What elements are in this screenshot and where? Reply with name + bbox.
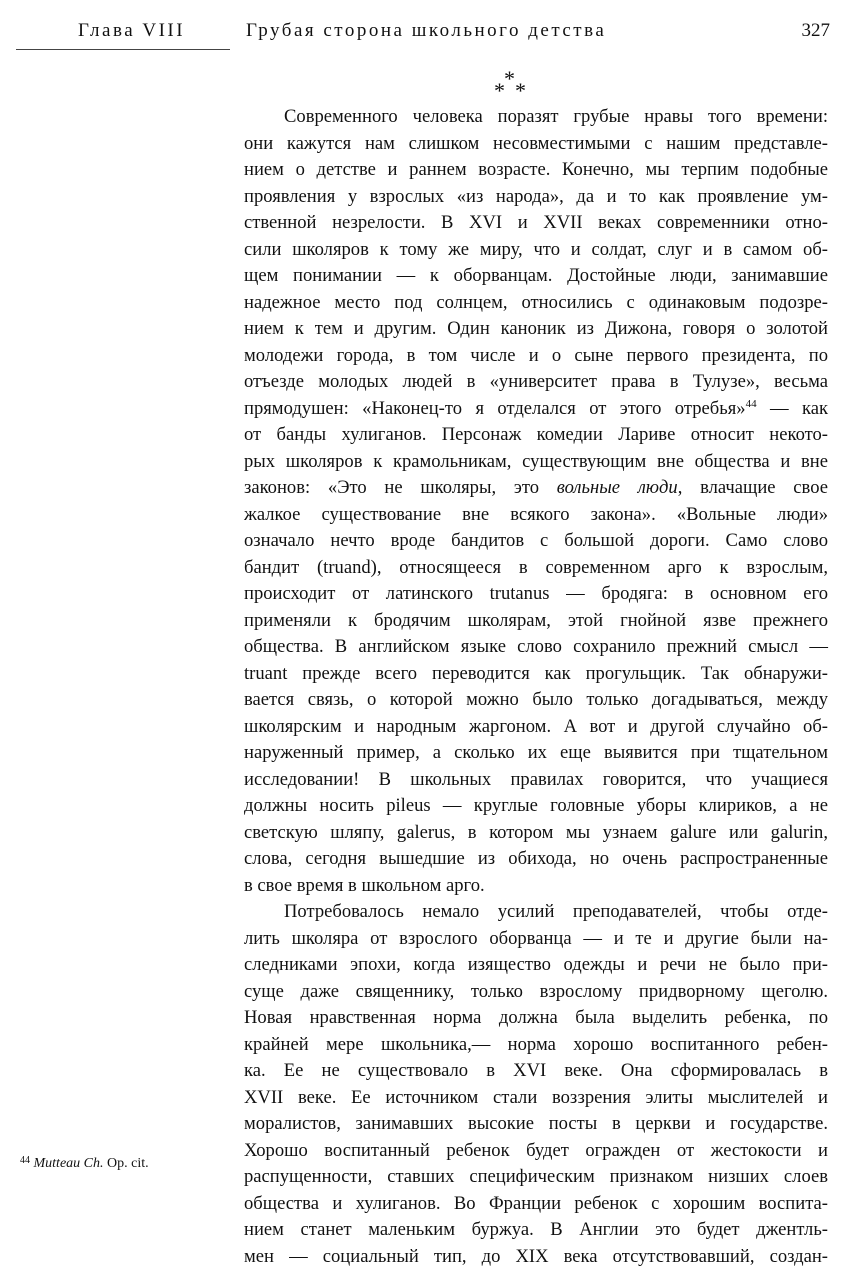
text-line: общества и хулиганов. Во Франции ребенок с хорошим воспита- xyxy=(244,1191,828,1218)
text-line: бандит (truand), относящееся в современном арго к взрослым, xyxy=(244,555,828,582)
text-line: проявления у взрослых «из народа», да и то как проявление ум- xyxy=(244,184,828,211)
text-line: сили школяров к тому же миру, что и солдат, слуг и в самом об- xyxy=(244,237,828,264)
text-line: truant прежде всего переводится как прогульщик. Так обнаружи- xyxy=(244,661,828,688)
text-line: Новая нравственная норма должна была выделить ребенка, по xyxy=(244,1005,828,1032)
text-line: мен — социальный тип, до XIX века отсутствовавший, создан- xyxy=(244,1244,828,1270)
text-line: суще даже священнику, только взрослому придворному щеголю. xyxy=(244,979,828,1006)
text-line: XVII веке. Ее источником стали воззрения элиты мыслителей и xyxy=(244,1085,828,1112)
text-line: нием станет маленьким буржуа. В Англии это будет джентль- xyxy=(244,1217,828,1244)
text-line: слова, сегодня вышедшие из обихода, но очень распространенные xyxy=(244,846,828,873)
text-line: в свое время в школьном арго. xyxy=(244,873,828,900)
body-text xyxy=(244,104,828,1270)
text-line: от банды хулиганов. Персонаж комедии Ларивe относит некото- xyxy=(244,422,828,449)
text-line: жалкое существование вне всякого закона». «Вольные люди» xyxy=(244,502,828,529)
chapter-label: Глава VIII xyxy=(78,20,185,42)
text-line: должны носить pileus — круглые головные уборы клириков, а не xyxy=(244,793,828,820)
asterisk-icon: * xyxy=(515,80,526,102)
text-line: ственной незрелости. В XVI и XVII веках современники отно- xyxy=(244,210,828,237)
page-number: 327 xyxy=(802,20,831,42)
text-line: рых школяров к крамольникам, существующим вне общества и вне xyxy=(244,449,828,476)
text-line: означало нечто вроде бандитов с большой дороги. Само слово xyxy=(244,528,828,555)
italic-phrase: вольные люди xyxy=(557,477,678,498)
text-line: следниками эпохи, когда изящество одежды и речи не было при- xyxy=(244,952,828,979)
text-line: крайней мере школьника,— норма хорошо воспитанного ребен- xyxy=(244,1032,828,1059)
text-line: моралистов, занимавших высокие посты в церкви и государстве. xyxy=(244,1111,828,1138)
text-line: надежное место под солнцем, относились с одинаковым подозре- xyxy=(244,290,828,317)
footnote xyxy=(20,1155,149,1172)
asterisk-icon: * xyxy=(504,68,515,90)
header-rule xyxy=(16,49,230,50)
text-line-with-italic xyxy=(244,475,828,502)
text-segment: — как xyxy=(757,398,828,419)
text-line: молодежи города, в том числе и о сыне первого президента, по xyxy=(244,343,828,370)
footnote-ref: Op. cit. xyxy=(104,1156,149,1171)
text-line: Современного человека поразят грубые нравы того времени: xyxy=(244,104,828,131)
text-line: вается связь, о которой можно было только догадываться, между xyxy=(244,687,828,714)
text-line-with-footnote xyxy=(244,396,828,423)
text-line: Потребовалось немало усилий преподавателей, чтобы отде- xyxy=(244,899,828,926)
footnote-reference: 44 xyxy=(746,398,757,410)
text-segment: законов: «Это не школяры, это xyxy=(244,477,539,498)
footnote-author: Mutteau Ch. xyxy=(34,1156,104,1171)
running-title: Грубая сторона школьного детства xyxy=(246,20,606,42)
text-line: школярским и народным жаргоном. А вот и другой случайно об- xyxy=(244,714,828,741)
text-line: исследовании! В школьных правилах говорится, что учащиеся xyxy=(244,767,828,794)
text-line: Хорошо воспитанный ребенок будет огражден от жестокости и xyxy=(244,1138,828,1165)
text-line: наруженный пример, а сколько их еще выявится при тщательном xyxy=(244,740,828,767)
text-line: лить школяра от взрослого оборванца — и те и другие были на- xyxy=(244,926,828,953)
text-line: распущенности, ставших специфическим признаком низших слоев xyxy=(244,1164,828,1191)
text-segment: прямодушен: «Наконец-то я отделался от этого отребья» xyxy=(244,398,746,419)
text-line: светскую шляпу, galerus, в котором мы узнаем galure или galurin, xyxy=(244,820,828,847)
text-line: щем понимании — к оборванцам. Достойные люди, занимавшие xyxy=(244,263,828,290)
section-break-asterism xyxy=(490,68,540,104)
text-line: они кажутся нам слишком несовместимыми с нашим представле- xyxy=(244,131,828,158)
text-segment: , влачащие свое xyxy=(678,477,828,498)
text-line: происходит от латинского trutanus — бродяга: в основном его xyxy=(244,581,828,608)
text-line: применяли к бродячим школярам, этой гнойной язве прежнего xyxy=(244,608,828,635)
footnote-mark: 44 xyxy=(20,1155,30,1166)
asterisk-icon: * xyxy=(494,80,505,102)
text-line: отъезде молодых людей в «университет права в Тулузе», весьма xyxy=(244,369,828,396)
text-line: общества. В английском языке слово сохранило прежний смысл — xyxy=(244,634,828,661)
page-header xyxy=(0,20,854,50)
text-line: ка. Ее не существовало в XVI веке. Она сформировалась в xyxy=(244,1058,828,1085)
text-line: нием о детстве и раннем возрасте. Конечно, мы терпим подобные xyxy=(244,157,828,184)
text-line: нием к тем и другим. Один каноник из Дижона, говоря о золотой xyxy=(244,316,828,343)
